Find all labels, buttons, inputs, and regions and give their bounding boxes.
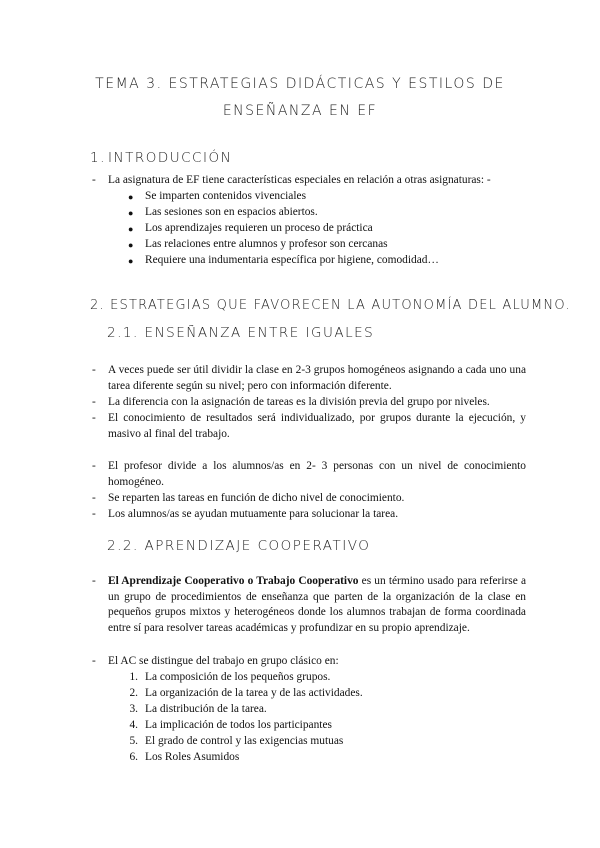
bullet-icon: ● — [128, 208, 134, 218]
list-number: 5. — [129, 735, 138, 747]
numbered-item: La distribución de la tarea. — [145, 703, 267, 715]
bullet-item: Las sesiones son en espacios abiertos. — [145, 206, 318, 218]
list-dash: - — [92, 460, 96, 472]
subsection-2-2-heading: 2.2. APRENDIZAJE COOPERATIVO — [107, 538, 371, 554]
section-1-intro: La asignatura de EF tiene características especiales en relación a otras asignaturas: - — [108, 174, 491, 186]
list-item: El profesor divide a los alumnos/as en 2- 3 personas con un nivel de conocimiento homogéneo. — [108, 460, 526, 488]
numbered-item: El grado de control y las exigencias mutuas — [145, 735, 344, 747]
section-1-number: 1. — [90, 150, 106, 166]
bullet-item: Se imparten contenidos vivenciales — [145, 190, 307, 202]
section-1-heading: INTRODUCCIÓN — [108, 150, 233, 166]
list-dash: - — [92, 508, 96, 520]
numbered-item: La implicación de todos los participantes — [145, 719, 332, 731]
list-dash: - — [92, 575, 96, 587]
definition-term: El Aprendizaje Cooperativo o Trabajo Cooperativo — [108, 575, 359, 587]
numbered-item: La organización de la tarea y de las actividades. — [145, 687, 363, 699]
list-item: Los alumnos/as se ayudan mutuamente para solucionar la tarea. — [108, 508, 399, 520]
bullet-icon: ● — [128, 224, 134, 234]
list-number: 2. — [129, 687, 138, 699]
list-number: 1. — [129, 671, 138, 683]
bullet-item: Requiere una indumentaria específica por higiene, comodidad… — [145, 254, 439, 266]
document-title-line-1: TEMA 3. ESTRATEGIAS DIDÁCTICAS Y ESTILOS DE — [95, 76, 505, 92]
bullet-item: Las relaciones entre alumnos y profesor son cercanas — [145, 238, 388, 250]
cooperative-learning-definition — [108, 574, 526, 636]
numbered-item: Los Roles Asumidos — [145, 751, 240, 763]
list-item: A veces puede ser útil dividir la clase en 2-3 grupos homogéneos asignando a cada uno una tarea diferente según su nivel; pero con información diferente. — [108, 364, 526, 392]
list-item: Se reparten las tareas en función de dicho nivel de conocimiento. — [108, 492, 405, 504]
definition-text: es un término usado para referirse a un grupo de procedimientos de enseñanza que parten de la organización de la clase en pequeños grupos mixtos y heterogéneos donde los alumnos trabajan de forma coordinada entre sí para resolver tareas académicas y profundizar en su propio aprendizaje. — [108, 575, 526, 634]
document-title-line-2: ENSEÑANZA EN EF — [222, 103, 378, 119]
bullet-icon: ● — [128, 240, 134, 250]
list-item: La diferencia con la asignación de tareas es la división previa del grupo por niveles. — [108, 396, 490, 408]
bullet-icon: ● — [128, 192, 134, 202]
numbered-item: La composición de los pequeños grupos. — [145, 671, 331, 683]
list-dash: - — [92, 655, 96, 667]
list-dash: - — [92, 396, 96, 408]
list-number: 4. — [129, 719, 138, 731]
list-number: 6. — [129, 751, 138, 763]
subsection-2-1-heading: 2.1. ENSEÑANZA ENTRE IGUALES — [107, 325, 375, 341]
list-dash: - — [92, 492, 96, 504]
bullet-item: Los aprendizajes requieren un proceso de práctica — [145, 222, 373, 234]
ac-intro: El AC se distingue del trabajo en grupo clásico en: — [108, 655, 339, 667]
bullet-icon: ● — [128, 256, 134, 266]
list-item: El conocimiento de resultados será individualizado, por grupos durante la ejecución, y masivo al final del trabajo. — [108, 412, 526, 440]
section-2-heading: 2. ESTRATEGIAS QUE FAVORECEN LA AUTONOMÍA DEL ALUMNO. — [90, 298, 571, 313]
list-dash: - — [92, 174, 96, 186]
list-dash: - — [92, 412, 96, 424]
list-number: 3. — [129, 703, 138, 715]
list-dash: - — [92, 364, 96, 376]
